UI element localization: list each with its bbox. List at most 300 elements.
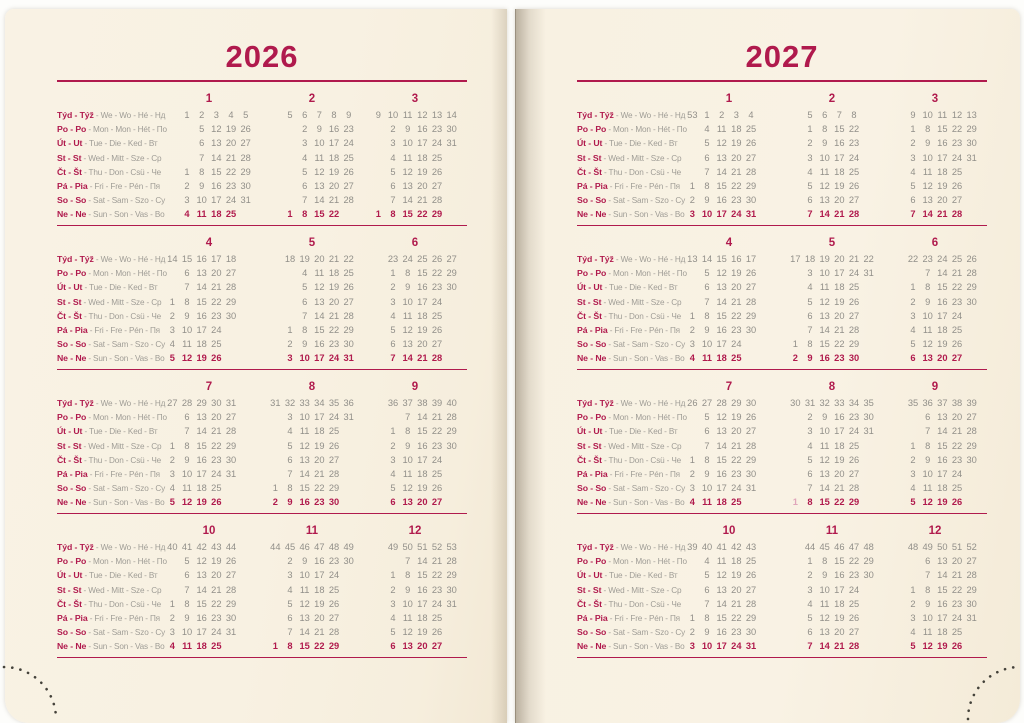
date-cell — [964, 625, 979, 639]
date-cell: 29 — [966, 584, 977, 595]
sunday-date-cell — [964, 639, 979, 653]
date-cell: 6 — [390, 339, 396, 350]
date-cell: 16 — [328, 124, 340, 135]
sunday-date-cell: 1 — [375, 209, 381, 220]
month-grid — [891, 396, 979, 510]
date-cell: 18 — [328, 152, 340, 163]
date-cell: 14 — [314, 310, 325, 321]
week-number-cell: 11 — [937, 110, 948, 120]
sunday-date-cell: 30 — [328, 497, 340, 508]
date-cell: 9 — [822, 570, 828, 581]
sunday-date-cell: 14 — [922, 209, 933, 220]
date-cell — [758, 323, 773, 337]
week-number-cell: 5 — [807, 110, 813, 120]
date-cell: 23 — [951, 454, 963, 465]
date-cell: 12 — [819, 296, 830, 307]
date-cell — [238, 568, 253, 582]
date-cell: 13 — [196, 268, 207, 279]
date-cell: 2 — [169, 454, 175, 465]
month-grid — [685, 252, 773, 366]
sunday-date-cell: 28 — [951, 209, 963, 220]
week-number-cell: 8 — [331, 110, 337, 120]
sunday-date-cell: 10 — [701, 209, 713, 220]
date-cell: 24 — [431, 598, 443, 609]
day-row-label: Út - Ut - Tue - Die - Ked - Вт — [57, 570, 158, 581]
date-cell: 26 — [240, 124, 251, 135]
date-cell: 15 — [299, 483, 310, 494]
date-cell: 10 — [819, 268, 830, 279]
day-labels-column — [57, 540, 165, 654]
date-cell: 5 — [302, 166, 308, 177]
date-cell: 11 — [922, 627, 933, 638]
date-cell: 5 — [302, 282, 308, 293]
week-number-cell — [238, 396, 253, 410]
date-cell: 27 — [225, 412, 237, 423]
date-cell — [758, 568, 773, 582]
date-cell: 19 — [417, 483, 428, 494]
sunday-date-cell: 8 — [287, 641, 293, 652]
day-row-label: Po - Po - Mon - Mon - Hét - По — [57, 268, 167, 279]
date-cell — [165, 568, 180, 582]
day-row-label: Út - Ut - Tue - Die - Ked - Вт — [577, 138, 678, 149]
date-cell — [758, 424, 773, 438]
date-cell: 16 — [417, 282, 428, 293]
date-cell: 12 — [819, 612, 830, 623]
date-cell: 18 — [834, 598, 845, 609]
date-cell: 30 — [745, 468, 757, 479]
date-cell: 23 — [848, 412, 860, 423]
week-number-cell: 18 — [804, 254, 816, 264]
date-cell: 18 — [417, 310, 428, 321]
date-cell: 28 — [446, 556, 457, 567]
date-cell: 10 — [701, 339, 713, 350]
quarter-body — [57, 252, 467, 366]
week-row-label: Týd - Týž - We - Wo - Hé - Нд — [577, 542, 686, 552]
month-number: 11 — [305, 525, 319, 537]
label-czech-slovak: Po - Po — [577, 412, 607, 423]
week-number-cell: 19 — [299, 254, 310, 264]
date-cell: 25 — [951, 627, 963, 638]
date-cell: 14 — [716, 166, 727, 177]
sunday-date-cell — [224, 351, 239, 365]
date-cell: 24 — [343, 138, 354, 149]
date-cell: 21 — [951, 570, 963, 581]
day-row-label: Čt - Št - Thu - Don - Csü - Че — [577, 166, 682, 177]
date-cell: 9 — [704, 468, 710, 479]
label-czech-slovak: So - So — [577, 195, 607, 206]
page-content-2026 — [57, 39, 467, 658]
date-cell: 8 — [822, 124, 828, 135]
sunday-date-cell — [788, 207, 803, 221]
date-cell: 11 — [402, 152, 413, 163]
date-cell: 13 — [314, 296, 325, 307]
sunday-date-cell: 14 — [819, 209, 830, 220]
date-cell: 9 — [184, 612, 190, 623]
date-cell: 1 — [169, 296, 175, 307]
date-cell: 12 — [819, 454, 830, 465]
date-cell: 15 — [937, 584, 948, 595]
date-cell: 31 — [863, 426, 874, 437]
month-number: 4 — [205, 237, 213, 249]
date-cell: 3 — [910, 310, 916, 321]
date-cell: 26 — [328, 440, 340, 451]
date-cell: 29 — [966, 282, 977, 293]
date-cell: 27 — [848, 195, 860, 206]
date-cell: 23 — [848, 570, 860, 581]
date-cell: 18 — [731, 124, 742, 135]
sunday-date-cell: 4 — [689, 353, 695, 364]
date-cell: 17 — [716, 483, 727, 494]
label-czech-slovak: Út - Ut — [57, 426, 83, 437]
date-cell — [444, 337, 459, 351]
date-cell: 16 — [834, 138, 845, 149]
date-cell — [788, 439, 803, 453]
day-row-label: So - So - Sat - Sam - Szo - Су — [57, 627, 166, 638]
date-cell: 10 — [922, 152, 933, 163]
date-cell: 12 — [716, 138, 727, 149]
date-cell: 16 — [834, 412, 845, 423]
week-number-cell: 14 — [167, 254, 178, 264]
date-cell: 12 — [716, 268, 727, 279]
date-cell: 2 — [910, 296, 916, 307]
date-cell: 7 — [807, 324, 813, 335]
day-row-label: Čt - Št - Thu - Don - Csü - Че — [57, 310, 162, 321]
date-cell: 8 — [287, 483, 293, 494]
date-cell: 25 — [848, 598, 860, 609]
date-cell: 23 — [328, 339, 340, 350]
date-cell: 14 — [937, 426, 948, 437]
week-number-cell: 46 — [834, 542, 845, 552]
date-cell — [788, 323, 803, 337]
date-cell: 5 — [704, 570, 710, 581]
date-cell: 25 — [431, 310, 443, 321]
date-cell — [758, 280, 773, 294]
label-czech-slovak: Po - Po — [57, 268, 87, 279]
sunday-date-cell — [758, 639, 773, 653]
date-cell — [238, 309, 253, 323]
week-number-cell: 9 — [910, 110, 916, 120]
date-cell: 30 — [966, 454, 977, 465]
date-cell: 28 — [240, 152, 251, 163]
quarter-block — [57, 82, 467, 226]
date-cell: 14 — [299, 468, 310, 479]
sunday-date-cell: 5 — [169, 497, 175, 508]
date-cell: 22 — [211, 598, 222, 609]
date-cell: 14 — [417, 412, 428, 423]
week-number-cell: 53 — [446, 542, 457, 552]
date-cell: 10 — [314, 138, 325, 149]
date-cell — [891, 193, 906, 207]
date-cell: 15 — [937, 124, 948, 135]
date-cell: 22 — [431, 426, 443, 437]
date-cell: 27 — [328, 612, 340, 623]
date-cell — [891, 453, 906, 467]
date-cell: 9 — [704, 324, 710, 335]
date-cell: 25 — [951, 324, 963, 335]
label-czech-slovak: Týd - Týž — [577, 398, 614, 408]
week-number-cell: 36 — [922, 398, 933, 408]
date-cell: 25 — [431, 612, 443, 623]
date-cell: 9 — [925, 454, 931, 465]
date-cell: 28 — [966, 268, 977, 279]
day-row-label: Po - Po - Mon - Mon - Hét - По — [577, 268, 687, 279]
quarter-body — [57, 108, 467, 222]
date-cell — [788, 453, 803, 467]
date-cell — [964, 165, 979, 179]
day-row-label: Čt - Št - Thu - Don - Csü - Че — [57, 166, 162, 177]
month-grid — [268, 540, 356, 654]
date-cell: 10 — [922, 468, 933, 479]
date-cell: 28 — [343, 310, 354, 321]
sunday-date-cell: 11 — [196, 209, 207, 220]
date-cell: 4 — [807, 166, 813, 177]
sunday-date-cell — [341, 639, 356, 653]
date-cell — [891, 625, 906, 639]
week-number-cell: 47 — [314, 542, 325, 552]
date-cell: 22 — [951, 124, 963, 135]
date-cell — [861, 122, 876, 136]
date-cell: 24 — [731, 339, 742, 350]
date-cell: 28 — [745, 598, 757, 609]
date-cell: 1 — [689, 454, 695, 465]
date-cell: 24 — [848, 268, 860, 279]
label-czech-slovak: Út - Ut — [577, 570, 603, 581]
date-cell: 11 — [299, 584, 310, 595]
week-number-cell — [788, 540, 803, 554]
date-cell: 21 — [314, 468, 325, 479]
label-czech-slovak: So - So — [57, 483, 87, 494]
date-cell: 24 — [328, 412, 340, 423]
sunday-date-cell: 8 — [302, 209, 308, 220]
date-cell: 31 — [966, 612, 977, 623]
date-cell: 22 — [731, 454, 742, 465]
date-cell: 29 — [966, 124, 977, 135]
day-labels-column — [57, 396, 165, 510]
date-cell: 12 — [922, 339, 933, 350]
day-row-label: St - St - Wed - Mitt - Sze - Ср — [577, 440, 682, 451]
date-cell: 15 — [716, 180, 727, 191]
date-cell: 14 — [314, 195, 325, 206]
date-cell: 22 — [848, 556, 860, 567]
week-number-cell: 39 — [431, 398, 443, 408]
date-cell: 31 — [225, 627, 237, 638]
date-cell: 2 — [689, 627, 695, 638]
date-cell — [238, 323, 253, 337]
month-grid — [371, 540, 459, 654]
date-cell — [268, 323, 283, 337]
date-cell — [685, 554, 700, 568]
day-row-label: Po - Po - Mon - Mon - Hét - По — [57, 556, 167, 567]
date-cell: 22 — [431, 570, 443, 581]
date-cell: 14 — [819, 324, 830, 335]
date-cell: 4 — [169, 339, 175, 350]
date-cell: 17 — [314, 570, 325, 581]
date-cell: 11 — [299, 426, 310, 437]
week-number-cell: 14 — [701, 254, 713, 264]
sunday-date-cell: 27 — [431, 641, 443, 652]
date-cell: 7 — [704, 598, 710, 609]
week-number-cell: 1 — [704, 110, 710, 120]
sunday-date-cell: 15 — [402, 209, 413, 220]
quarter-body — [577, 396, 987, 510]
week-number-cell: 48 — [863, 542, 874, 552]
date-cell: 17 — [196, 627, 207, 638]
date-cell: 1 — [390, 268, 396, 279]
date-cell — [341, 568, 356, 582]
label-czech-slovak: Ne - Ne — [577, 497, 607, 508]
date-cell: 12 — [299, 440, 310, 451]
date-cell: 11 — [314, 152, 325, 163]
date-cell: 22 — [328, 324, 340, 335]
date-cell: 23 — [211, 310, 222, 321]
date-cell: 26 — [431, 627, 443, 638]
date-cell: 18 — [417, 612, 428, 623]
day-row-label: Po - Po - Mon - Mon - Hét - По — [57, 412, 167, 423]
month-grid — [788, 396, 876, 510]
sunday-date-cell: 19 — [937, 497, 948, 508]
date-cell: 20 — [731, 426, 742, 437]
week-number-cell: 4 — [228, 110, 234, 120]
week-number-cell: 28 — [181, 398, 193, 408]
date-cell: 23 — [431, 584, 443, 595]
week-row-label: Týd - Týž - We - Wo - Hé - Нд — [57, 398, 166, 408]
sunday-date-cell: 7 — [807, 641, 813, 652]
week-number-cell: 13 — [966, 110, 977, 120]
date-cell: 17 — [328, 138, 340, 149]
date-cell: 18 — [314, 584, 325, 595]
date-cell: 16 — [716, 195, 727, 206]
date-cell: 1 — [689, 310, 695, 321]
date-cell — [891, 568, 906, 582]
date-cell — [891, 481, 906, 495]
sunday-date-cell: 22 — [417, 209, 428, 220]
week-row-label: Týd - Týž - We - Wo - Hé - Нд — [577, 110, 686, 120]
week-number-cell: 2 — [719, 110, 725, 120]
sunday-date-cell: 26 — [211, 353, 222, 364]
date-cell: 10 — [922, 310, 933, 321]
date-cell: 13 — [922, 195, 933, 206]
date-cell: 16 — [417, 124, 428, 135]
date-cell: 14 — [716, 598, 727, 609]
date-cell — [283, 309, 298, 323]
date-cell: 20 — [937, 195, 948, 206]
label-czech-slovak: Pá - Pia — [57, 612, 88, 623]
date-cell: 10 — [402, 138, 413, 149]
date-cell — [444, 193, 459, 207]
date-cell: 23 — [731, 627, 742, 638]
date-cell: 27 — [328, 454, 340, 465]
label-czech-slovak: Po - Po — [57, 556, 87, 567]
date-cell: 29 — [225, 296, 237, 307]
label-czech-slovak: So - So — [57, 627, 87, 638]
sunday-date-cell: 5 — [910, 641, 916, 652]
sunday-date-cell: 15 — [299, 641, 310, 652]
week-number-cell: 33 — [299, 398, 310, 408]
date-cell — [861, 136, 876, 150]
date-cell — [371, 467, 386, 481]
sunday-date-cell — [371, 639, 386, 653]
date-cell: 8 — [184, 440, 190, 451]
month-number: 2 — [308, 93, 316, 105]
label-czech-slovak: Po - Po — [57, 412, 87, 423]
date-cell: 21 — [731, 598, 742, 609]
day-labels-column — [577, 108, 685, 222]
date-cell: 27 — [343, 180, 354, 191]
date-cell — [788, 611, 803, 625]
date-cell: 9 — [184, 310, 190, 321]
date-cell: 5 — [390, 166, 396, 177]
sunday-date-cell — [268, 207, 283, 221]
date-cell: 27 — [745, 282, 757, 293]
date-cell: 10 — [402, 296, 413, 307]
month-number: 10 — [722, 525, 736, 537]
week-number-cell: 15 — [181, 254, 193, 264]
date-cell: 23 — [211, 612, 222, 623]
date-cell: 7 — [287, 468, 293, 479]
date-cell: 15 — [937, 282, 948, 293]
month-grid — [371, 252, 459, 366]
date-cell: 5 — [287, 440, 293, 451]
date-cell — [891, 554, 906, 568]
date-cell: 30 — [863, 570, 874, 581]
date-cell: 1 — [390, 570, 396, 581]
date-cell — [341, 453, 356, 467]
sunday-date-cell — [891, 351, 906, 365]
sunday-date-cell — [238, 639, 253, 653]
date-cell — [371, 309, 386, 323]
date-cell: 19 — [937, 339, 948, 350]
date-cell: 6 — [704, 426, 710, 437]
date-cell — [238, 481, 253, 495]
sunday-date-cell: 12 — [922, 497, 933, 508]
date-cell — [371, 424, 386, 438]
date-cell: 4 — [169, 483, 175, 494]
date-cell: 23 — [951, 598, 963, 609]
month-grid — [165, 108, 253, 222]
week-number-cell: 25 — [417, 254, 428, 264]
date-cell: 3 — [807, 584, 813, 595]
sunday-date-cell: 18 — [196, 641, 207, 652]
week-number-cell: 46 — [299, 542, 310, 552]
date-cell: 3 — [169, 324, 175, 335]
date-cell: 31 — [446, 138, 457, 149]
sunday-date-cell: 22 — [314, 641, 325, 652]
date-cell — [788, 193, 803, 207]
date-cell: 27 — [966, 412, 977, 423]
month-number: 12 — [928, 525, 942, 537]
date-cell — [788, 568, 803, 582]
date-cell: 7 — [405, 556, 411, 567]
day-labels-column — [577, 252, 685, 366]
week-number-cell — [788, 108, 803, 122]
date-cell: 28 — [848, 483, 860, 494]
date-cell: 17 — [716, 339, 727, 350]
week-number-cell: 21 — [848, 254, 860, 264]
quarter-header-row — [57, 90, 467, 108]
date-cell — [268, 266, 283, 280]
date-cell — [268, 151, 283, 165]
date-cell — [891, 583, 906, 597]
date-cell: 19 — [417, 324, 428, 335]
date-cell: 10 — [181, 324, 193, 335]
date-cell: 26 — [848, 180, 860, 191]
date-cell: 8 — [405, 570, 411, 581]
date-cell: 2 — [169, 612, 175, 623]
date-cell: 22 — [314, 483, 325, 494]
date-cell: 28 — [745, 166, 757, 177]
date-cell — [861, 323, 876, 337]
date-cell — [861, 309, 876, 323]
